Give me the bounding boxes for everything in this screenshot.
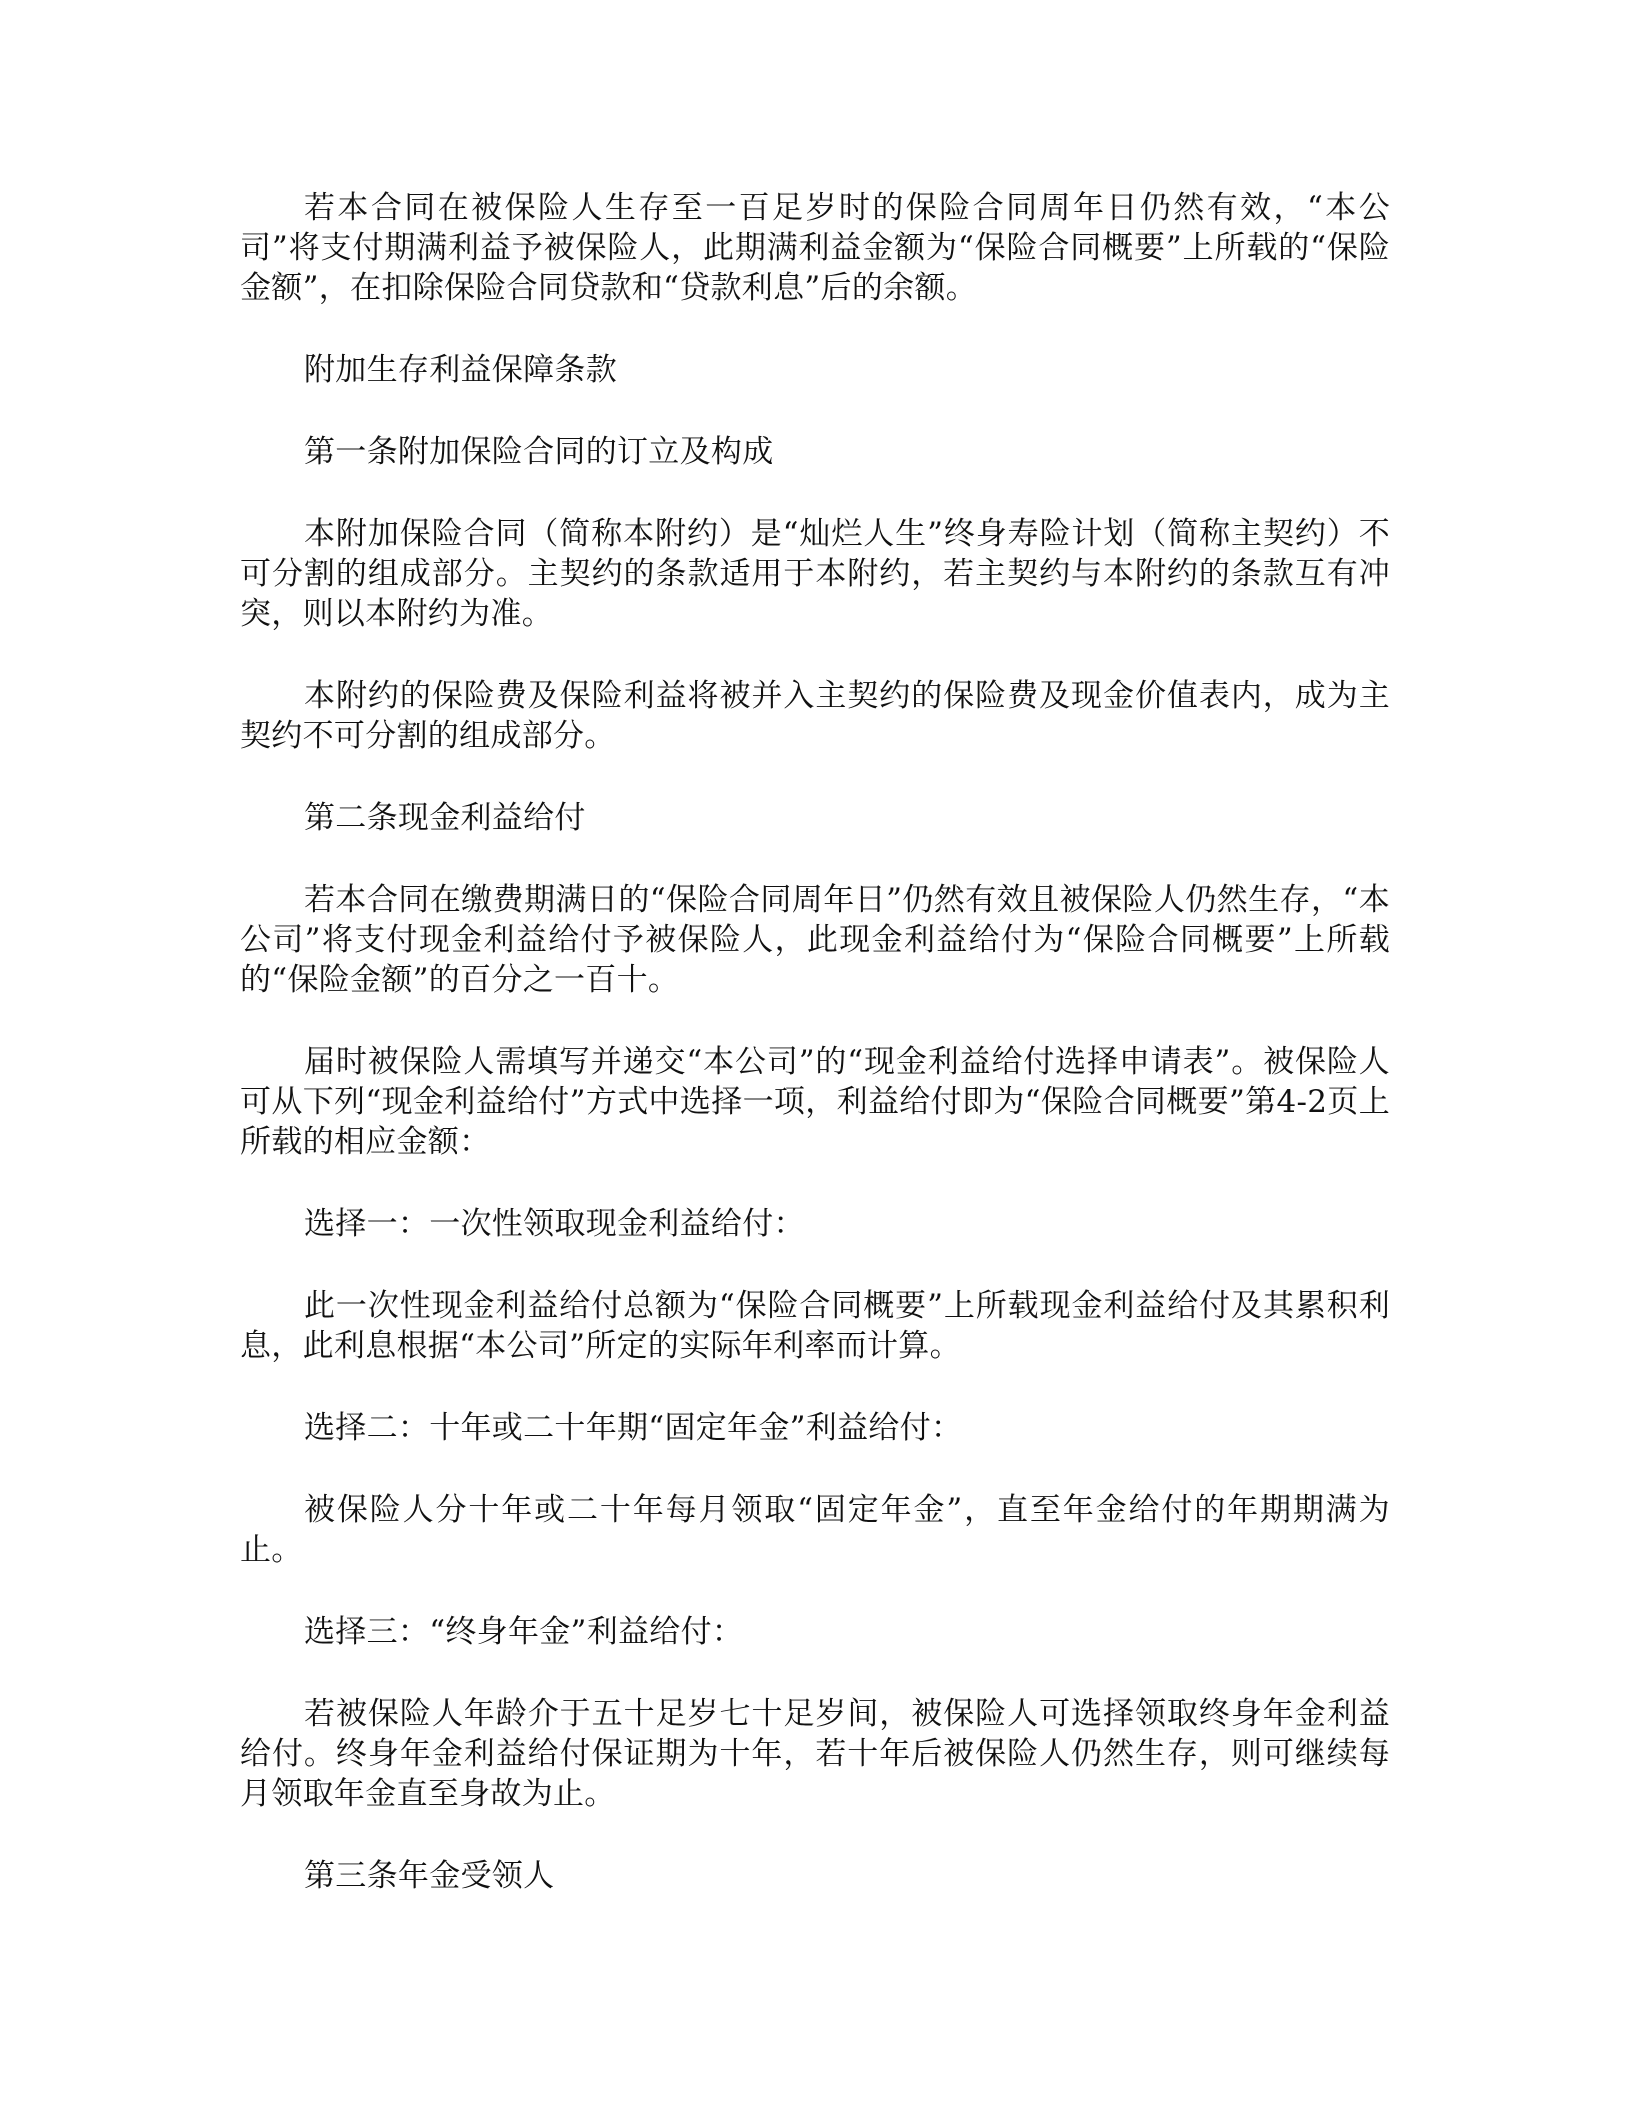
heading-article-2: 第二条现金利益给付 [304, 800, 586, 836]
paragraph-option-1-detail: 此一次性现金利益给付总额为“保险合同概要”上所载现金利益给付及其累积利息，此利息根据“本公司”所定的实际年利率而计算。 [240, 1288, 1390, 1364]
paragraph-rider-premium: 本附约的保险费及保险利益将被并入主契约的保险费及现金价值表内，成为主契约不可分割的组成部分。 [240, 678, 1390, 754]
heading-option-1: 选择一：一次性领取现金利益给付： [304, 1206, 805, 1242]
heading-article-1: 第一条附加保险合同的订立及构成 [304, 434, 774, 470]
heading-article-3: 第三条年金受领人 [304, 1858, 555, 1894]
heading-option-3: 选择三：“终身年金”利益给付： [304, 1614, 744, 1650]
paragraph-benefit-options-intro: 届时被保险人需填写并递交“本公司”的“现金利益给付选择申请表”。被保险人可从下列“现金利益给付”方式中选择一项，利益给付即为“保险合同概要”第4-2页上所载的相应金额： [240, 1044, 1390, 1160]
paragraph-cash-benefit: 若本合同在缴费期满日的“保险合同周年日”仍然有效且被保险人仍然生存，“本公司”将支付现金利益给付予被保险人，此现金利益给付为“保险合同概要”上所载的“保险金额”的百分之一百十。 [240, 882, 1390, 998]
heading-option-2: 选择二：十年或二十年期“固定年金”利益给付： [304, 1410, 963, 1446]
document-body [240, 188, 1390, 1938]
paragraph-maturity-benefit: 若本合同在被保险人生存至一百足岁时的保险合同周年日仍然有效，“本公司”将支付期满利益予被保险人，此期满利益金额为“保险合同概要”上所载的“保险金额”，在扣除保险合同贷款和“贷款利息”后的余额。 [240, 190, 1390, 306]
heading-rider-title: 附加生存利益保障条款 [304, 352, 617, 388]
paragraph-option-2-detail: 被保险人分十年或二十年每月领取“固定年金”，直至年金给付的年期期满为止。 [240, 1492, 1390, 1568]
paragraph-option-3-detail: 若被保险人年龄介于五十足岁七十足岁间，被保险人可选择领取终身年金利益给付。终身年金利益给付保证期为十年，若十年后被保险人仍然生存，则可继续每月领取年金直至身故为止。 [240, 1696, 1390, 1812]
paragraph-rider-composition: 本附加保险合同（简称本附约）是“灿烂人生”终身寿险计划（简称主契约）不可分割的组成部分。主契约的条款适用于本附约，若主契约与本附约的条款互有冲突，则以本附约为准。 [240, 516, 1390, 632]
